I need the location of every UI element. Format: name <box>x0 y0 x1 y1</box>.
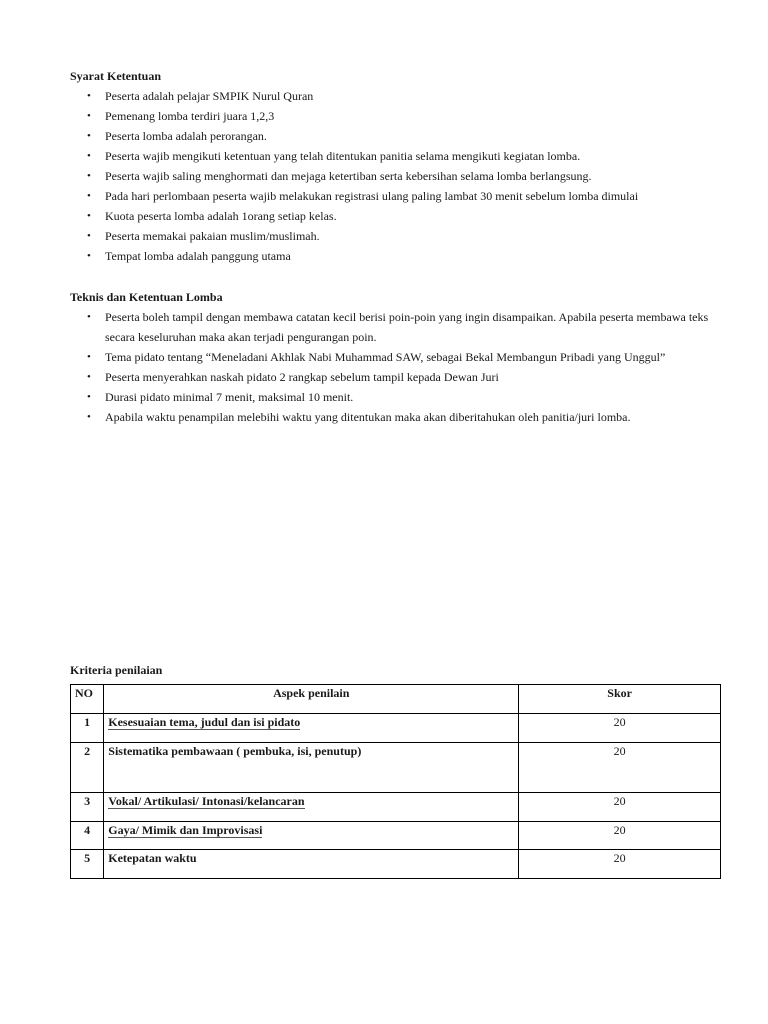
list-item: • Durasi pidato minimal 7 menit, maksimal 10 menit. <box>70 387 710 407</box>
bullet-icon: • <box>87 170 91 182</box>
list-item: • Pada hari perlombaan peserta wajib melakukan registrasi ulang paling lambat 30 menit sebelum lomba dimulai <box>70 186 710 206</box>
column-header-no: NO <box>71 685 104 714</box>
table-row <box>71 793 721 822</box>
bullet-icon: • <box>87 351 91 363</box>
list-item: • Peserta boleh tampil dengan membawa catatan kecil berisi poin-poin yang ingin disampaikan. Apabila peserta membawa teks secara keseluruhan maka akan terjadi pengurangan poin. <box>70 307 710 347</box>
aspek-cell <box>104 743 519 793</box>
table-row <box>71 850 721 879</box>
table-row <box>71 714 721 743</box>
aspek-cell <box>104 822 519 850</box>
list-item: • Peserta adalah pelajar SMPIK Nurul Quran <box>70 86 710 106</box>
bullet-icon: • <box>87 150 91 162</box>
syarat-list <box>70 86 710 266</box>
section-title-kriteria: Kriteria penilaian <box>70 663 163 677</box>
list-item: • Peserta memakai pakaian muslim/muslimah. <box>70 226 710 246</box>
section-title-syarat: Syarat Ketentuan <box>70 69 161 83</box>
bullet-icon: • <box>87 90 91 102</box>
list-item: • Tema pidato tentang “Meneladani Akhlak Nabi Muhammad SAW, sebagai Bekal Membangun Pribadi yang Unggul” <box>70 347 710 367</box>
row-number: 2 <box>71 743 104 793</box>
list-item: • Pemenang lomba terdiri juara 1,2,3 <box>70 106 710 126</box>
table-row <box>71 822 721 850</box>
bullet-icon: • <box>87 391 91 403</box>
skor-cell: 20 <box>519 743 721 793</box>
column-header-aspek: Aspek penilain <box>104 685 519 714</box>
bullet-icon: • <box>87 210 91 222</box>
aspek-label: Kesesuaian tema, judul dan isi pidato <box>108 715 301 729</box>
column-header-skor: Skor <box>519 685 721 714</box>
aspek-label: Gaya/ Mimik dan Improvisasi <box>108 823 263 837</box>
skor-cell: 20 <box>519 822 721 850</box>
aspek-cell <box>104 793 519 822</box>
bullet-icon: • <box>87 250 91 262</box>
table-row <box>71 743 721 793</box>
list-item: • Tempat lomba adalah panggung utama <box>70 246 710 266</box>
skor-cell: 20 <box>519 714 721 743</box>
section-title-teknis: Teknis dan Ketentuan Lomba <box>70 290 223 304</box>
aspek-label: Vokal/ Artikulasi/ Intonasi/kelancaran <box>108 794 305 808</box>
aspek-cell <box>104 714 519 743</box>
skor-cell: 20 <box>519 850 721 879</box>
row-number: 5 <box>71 850 104 879</box>
kriteria-table <box>70 684 721 879</box>
row-number: 3 <box>71 793 104 822</box>
row-number: 1 <box>71 714 104 743</box>
list-item: • Peserta menyerahkan naskah pidato 2 rangkap sebelum tampil kepada Dewan Juri <box>70 367 710 387</box>
bullet-icon: • <box>87 411 91 423</box>
table-header-row <box>71 685 721 714</box>
list-item: • Apabila waktu penampilan melebihi waktu yang ditentukan maka akan diberitahukan oleh panitia/juri lomba. <box>70 407 710 427</box>
aspek-label: Sistematika pembawaan ( pembuka, isi, penutup) <box>108 744 362 758</box>
bullet-icon: • <box>87 190 91 202</box>
bullet-icon: • <box>87 110 91 122</box>
list-item: • Peserta wajib saling menghormati dan mejaga ketertiban serta kebersihan selama lomba berlangsung. <box>70 166 710 186</box>
bullet-icon: • <box>87 130 91 142</box>
bullet-icon: • <box>87 371 91 383</box>
list-item: • Kuota peserta lomba adalah 1orang setiap kelas. <box>70 206 710 226</box>
bullet-icon: • <box>87 230 91 242</box>
skor-cell: 20 <box>519 793 721 822</box>
bullet-icon: • <box>87 311 91 323</box>
aspek-cell <box>104 850 519 879</box>
aspek-label: Ketepatan waktu <box>108 851 197 865</box>
teknis-list <box>70 307 710 427</box>
row-number: 4 <box>71 822 104 850</box>
list-item: • Peserta wajib mengikuti ketentuan yang telah ditentukan panitia selama mengikuti kegiatan lomba. <box>70 146 710 166</box>
list-item: • Peserta lomba adalah perorangan. <box>70 126 710 146</box>
